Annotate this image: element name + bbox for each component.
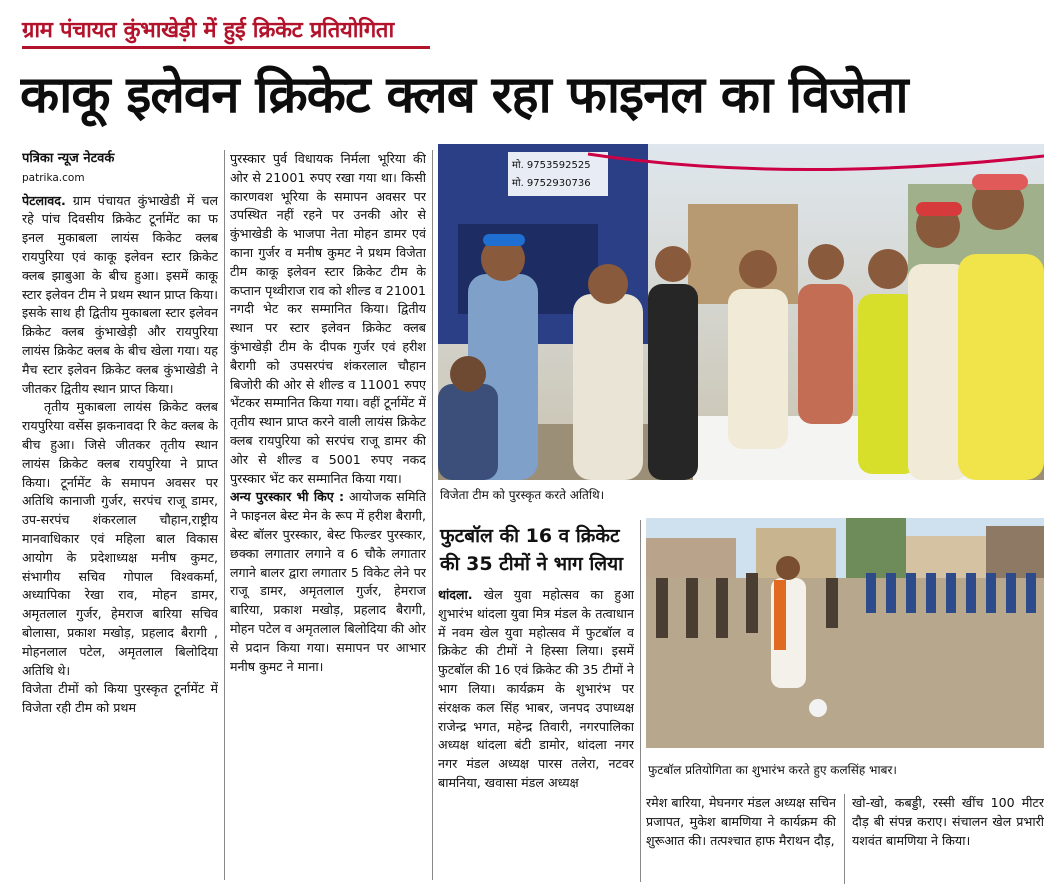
story1-paragraph-1 [22, 192, 218, 399]
story1-p5-text: आयोजक समिति ने फाइनल बेस्ट मेन के रूप में हरीश बैरागी, बेस्ट बॉलर पुरस्कार, बेस्ट फिल्डर पुरस्कार, छक्का लगातार लगाने व 6 चौके लगातार लगाने बालर द्वारा लगातार 5 विकेट लेने पर राजू डामर, अमृतलाल गुर्जर, हेमराज बारिया, प्रकाश मखोड़, प्रहलाद बैरागी, मोहन पटेल व अमृतलाल बिलोदिया की ओर से प्रदान किया गया। समापन पर आभार मनीष कुमट ने माना। [230, 489, 426, 674]
story2-paragraph-1 [438, 586, 634, 793]
story1-column-1 [22, 150, 218, 885]
story1-paragraph-3: विजेता टीमों को किया पुरस्कृत टूर्नामेंट में विजेता रही टीम को प्रथम [22, 681, 218, 716]
column-separator [432, 150, 433, 880]
kicker: ग्राम पंचायत कुंभाखेड़ी में हुई क्रिकेट प्रतियोगिता [22, 18, 394, 43]
football-opening-illustration [646, 518, 1044, 748]
award-ceremony-illustration [438, 144, 1044, 480]
story2-headline-line1: फुटबॉल की 16 व क्रिकेट [440, 525, 620, 547]
story1-p1-text: ग्राम पंचायत कुंभाखेडी में चल रहे पांच दिवसीय क्रिकेट टूर्नामेंट का फ इनल मुकाबला लायंस किकेट क्लब रायपुरिया एवं काकू इलेवन स्टार क्रिकेट क्लब झाबुआ के बीच हुआ। इसमें काकू स्टार इलेवन टीम ने प्रथम स्थान प्राप्त किया। इसके साथ ही द्वितीय मुकाबला स्टार इलेवन क्रिकेट क्लब कुंभाखेड़ी और रायपुरिया लायंस क्रिकेट क्लब के बीच खेला गया। यह मैच स्टार इलेवन क्रिकेट क्लब कुंभाखेडी ने जीतकर द्वितीय स्थान प्राप्त किया। [22, 192, 218, 396]
column-separator [640, 520, 641, 882]
story2-column-1 [438, 586, 634, 884]
byline: पत्रिका न्यूज नेटवर्क [22, 151, 115, 166]
story2-headline [440, 522, 636, 578]
column-separator [224, 150, 225, 880]
story1-paragraph-4: पुरस्कार पुर्व विधायक निर्मला भूरिया की ओर से 21001 रुपए रखा गया था। किसी कारणवश भूरिया के समापन अवसर पर उपस्थित नहीं रहने पर उनकी ओर से कुंभाखेडी के भाजपा नेता मोहन डामर एवं काना गुर्जर व मनीष कुमट ने प्रथम विजेता टीम काकू इलेवन स्टार क्रिकेट टीम के कप्तान पृथ्वीराज राव को शील्ड व 21001 नगदी भेट कर सम्मानित किया। द्वितीय स्थान पर स्टार इलेवन क्रिकेट क्लब कुंभाखेड़ी टीम के दीपक गुर्जर एवं हरीश बैरागी को उपसरपंच शंकरलाल चौहान बिजोरी की ओर से शील्ड व 11001 रुपए भेंटकर सम्मानित किया गया। वहीं टूर्नामेंट में तृतीय स्थान प्राप्त करने वाली लायंस क्रिकेट क्लब रायपुरिया को सरपंच राजू डामर की ओर से शील्ड व 5001 रुपए नकद पुरस्कार भेंट कर सम्मानित किया गया। [230, 151, 426, 486]
story1-subhead-other-awards: अन्य पुरस्कार भी किए : [230, 489, 345, 505]
truck-sign-line1: मो. 9753592525 [512, 160, 591, 171]
story1-column-2 [230, 150, 426, 885]
award-ceremony-photo [438, 144, 1044, 480]
story2-paragraph-3: खो-खो, कबड्डी, रस्सी खींच 100 मीटर दौड़ बी संपन्न कराए। संचालन खेल प्रभारी यशवंत बामणिया ने किया। [852, 795, 1044, 848]
kicker-underline [22, 46, 430, 49]
story2-column-2 [646, 794, 836, 886]
website: patrika.com [22, 171, 85, 184]
story1-paragraph-5 [230, 488, 426, 676]
column-separator [844, 794, 845, 884]
story2-p1-text: खेल युवा महोत्सव का हुआ शुभारंभ थांदला युवा मित्र मंडल के तत्वाधान में नवम खेल युवा महोत्सव में फुटबॉल व क्रिकेट की टीमों ने हिस्सा लिया। इसमें फुटबॉल की 16 एवं क्रिकेट की 35 टीमों ने भाग लिया। कार्यक्रम के शुभारंभ पर संरक्षक कल सिंह भाबर, जनपद उपाध्यक्ष राजेन्द्र भगत, महेन्द्र तिवारी, नगरपालिका अध्यक्ष थांदला बंटी डामोर, थांदला नगर नगर मंडल अध्यक्ष पारस तलेरा, नटवर बामनिया, खवासा मंडल अध्यक्ष [438, 587, 634, 790]
football-photo-caption: फुटबॉल प्रतियोगिता का शुभारंभ करते हुए कलसिंह भाबर। [648, 763, 897, 777]
story2-headline-line2: की 35 टीमों ने भाग लिया [440, 553, 624, 575]
story1-dateline: पेटलावद. [22, 192, 66, 208]
headline: काकू इलेवन क्रिकेट क्लब रहा फाइनल का विजेता [20, 66, 908, 125]
story2-paragraph-2: रमेश बारिया, मेघनगर मंडल अध्यक्ष सचिन प्रजापत, मुकेश बामणिया ने कार्यक्रम की शुरूआत की। तत्पश्चात हाफ मैराथन दौड़, [646, 795, 836, 848]
story2-column-3 [852, 794, 1044, 886]
story1-paragraph-2: तृतीय मुकाबला लायंस क्रिकेट क्लब रायपुरिया वर्सेस झकनावदा रि केट क्लब के बीच हुआ। जिसे जीतकर तृतीय स्थान लायंस क्रिकेट क्लब रायपुरिया ने प्राप्त किया। टूर्नामेंट के समापन अवसर पर अतिथि कानाजी गुर्जर, सरपंच राजू डामर, उप-सरपंच शंकरलाल चौहान,राष्ट्रीय मानवाधिकार एवं महिला बाल विकास आयोग के प्रदेशाध्यक्ष मनीष कुमट, संभागीय सचिव गोपाल विश्वकर्मा, अध्यापिका रेखा राव, मोहन डामर, अमृतलाल गुर्जर, हेमराज बारिया सचिव बोलासा, प्रकाश मखोड़, प्रहलाद बैरागी , मोहनलाल पटेल, अमृतलाल बिलोदिया अतिथि थे। [22, 399, 218, 678]
story2-dateline: थांदला. [438, 587, 473, 602]
award-photo-caption: विजेता टीम को पुरस्कृत करते अतिथि। [440, 488, 605, 502]
truck-sign-line2: मो. 9752930736 [512, 178, 591, 189]
football-opening-photo [646, 518, 1044, 748]
